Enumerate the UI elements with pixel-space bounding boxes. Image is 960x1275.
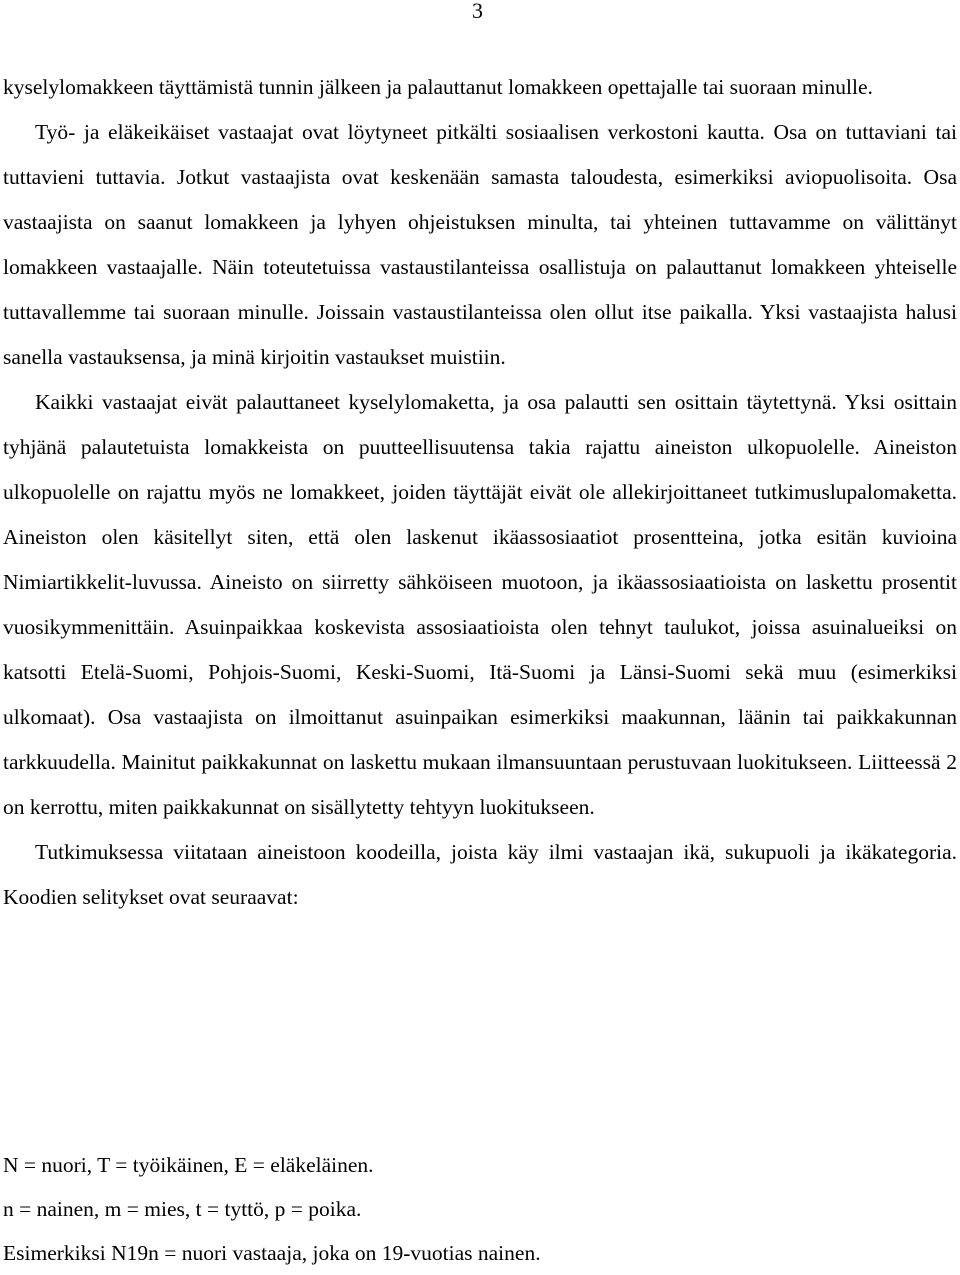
paragraph-2: Työ- ja eläkeikäiset vastaajat ovat löytyneet pitkälti sosiaalisen verkostoni kautta. Osa on tuttaviani tai tuttavieni tuttavia. Jotkut vastaajista ovat keskenään samasta taloudesta, esimerkiksi aviopuolisoita. Osa vastaajista on saanut lomakkeen ja lyhyen ohjeistuksen minulta, tai yhteinen tuttavamme on välittänyt lomakkeen vastaajalle. Näin toteutetuissa vastaustilanteissa osallistuja on palauttanut lomakkeen yhteiselle tuttavallemme tai suoraan minulle. Joissain vastaustilanteissa olen ollut itse paikalla. Yksi vastaajista halusi sanella vastauksensa, ja minä kirjoitin vastaukset muistiin. [3,120,957,369]
paragraph-1: kyselylomakkeen täyttämistä tunnin jälkeen ja palauttanut lomakkeen opettajalle tai suoraan minulle. [3,75,873,99]
paragraph-4: Tutkimuksessa viitataan aineistoon koodeilla, joista käy ilmi vastaajan ikä, sukupuoli ja ikäkategoria. Koodien selitykset ovat seuraavat: [3,840,957,909]
code-legend-line-gender: n = nainen, m = mies, t = tyttö, p = poika. [3,1197,362,1221]
code-legend [3,1143,957,1275]
code-legend-line-example: Esimerkiksi N19n = nuori vastaaja, joka on 19-vuotias nainen. [3,1241,541,1265]
paragraph-3: Kaikki vastaajat eivät palauttaneet kyselylomaketta, ja osa palautti sen osittain täytettynä. Yksi osittain tyhjänä palautetuista lomakkeista on puutteellisuutensa takia rajattu aineiston ulkopuolelle. Aineiston ulkopuolelle on rajattu myös ne lomakkeet, joiden täyttäjät eivät ole allekirjoittaneet tutkimuslupalomaketta. Aineiston olen käsitellyt siten, että olen laskenut ikäassosiaatiot prosentteina, jotka esitän kuvioina Nimiartikkelit-luvussa. Aineisto on siirretty sähköiseen muotoon, ja ikäassosiaatioista on laskettu prosentit vuosikymmenittäin. Asuinpaikkaa koskevista assosiaatioista olen tehnyt taulukot, joissa asuinalueiksi on katsotti Etelä-Suomi, Pohjois-Suomi, Keski-Suomi, Itä-Suomi ja Länsi-Suomi sekä muu (esimerkiksi ulkomaat). Osa vastaajista on ilmoittanut asuinpaikan esimerkiksi maakunnan, läänin tai paikkakunnan tarkkuudella. Mainitut paikkakunnat on laskettu mukaan ilmansuuntaan perustuvaan luokitukseen. Liitteessä 2 on kerrottu, miten paikkakunnat on sisällytetty tehtyyn luokitukseen. [3,390,957,819]
body-text [3,65,957,920]
page-number: 3 [472,0,483,23]
code-legend-line-age: N = nuori, T = työikäinen, E = eläkeläinen. [3,1153,374,1177]
